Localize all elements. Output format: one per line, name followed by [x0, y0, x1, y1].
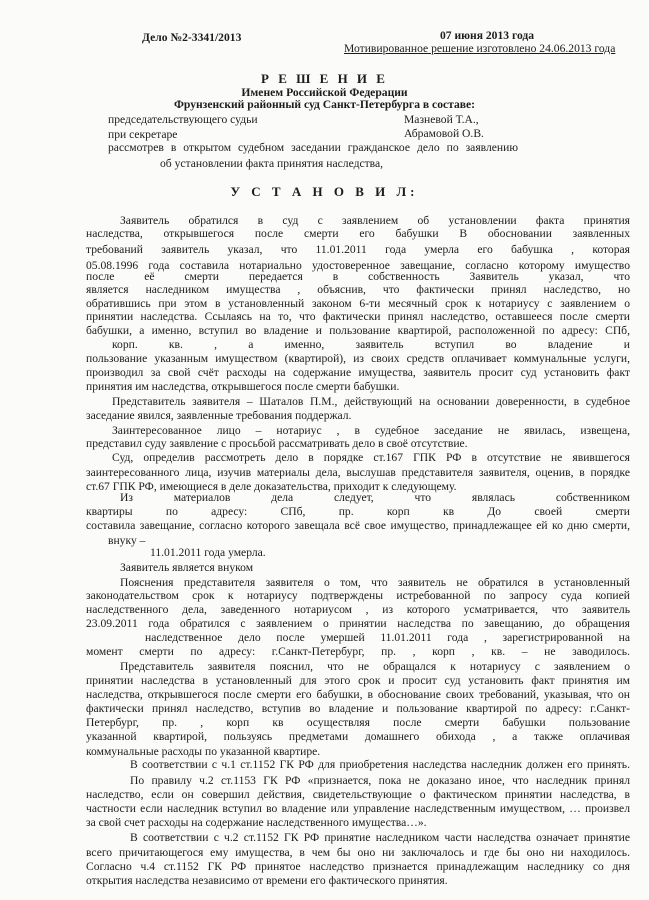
- body-text-line: Заинтересованное лицо – нотариус , в судебное заседание не явилась, извещена,: [112, 424, 630, 437]
- body-text-line: В соответствии с ч.2 ст.1152 ГК РФ принятие наследником части наследства означает принятие: [130, 831, 630, 844]
- considering-line: об установлении факта принятия наследства,: [160, 157, 384, 170]
- body-text-line: представил суду заявление с просьбой рассматривать дело в своё отсутствие.: [86, 437, 468, 450]
- body-text-line: после её смерти передается в собственность Заявитель указал, что: [86, 270, 630, 283]
- body-text-line: наследственного дела, заведенного нотариусом , из которого усматривается, что заявитель: [86, 603, 630, 616]
- body-text-line: В соответствии с ч.1 ст.1152 ГК РФ для приобретения наследства наследник должен его принять.: [130, 758, 630, 771]
- body-text-line: Представитель заявителя пояснил, что не обращался к нотариусу с заявлением о: [120, 660, 630, 673]
- case-number: Дело №2-3341/2013: [142, 31, 242, 44]
- reasoned-decision-date: Мотивированное решение изготовлено 24.06.2013 года: [344, 42, 616, 55]
- body-text-line: Согласно ч.4 ст.1152 ГК РФ принятое наследство признается принадлежащим наследнику со дня: [86, 860, 630, 873]
- in-the-name-line: Именем Российской Федерации: [241, 86, 408, 99]
- body-text-line: производил за свой счёт расходы на содержание имущества, заявитель просит суд установить факт: [86, 366, 630, 379]
- body-text-line: квартиры по адресу: СПб, пр. корп кв До своей смерти: [86, 505, 630, 518]
- body-text-line: 23.09.2011 года обратился с заявлением о принятии наследства по завещанию, до обращения: [86, 617, 630, 630]
- body-text-line: ст.67 ГПК РФ, имеющиеся в деле доказательства, приходит к следующему.: [86, 480, 457, 493]
- body-text-line: фактически принял наследство, вступив во владение и пользование квартирой по адресу: г.Санкт-: [86, 702, 630, 715]
- established-heading: У С Т А Н О В И Л:: [230, 184, 419, 199]
- secretary-name: Абрамовой О.В.: [404, 127, 484, 140]
- body-text-line: принятии наследства. Ссылаясь на то, что фактически принял наследство, оставшееся после смерти: [86, 310, 630, 323]
- body-text-line: заинтересованного лица, изучив материалы дела, выслушав представителя заявителя, оценив, в порядке: [86, 466, 630, 479]
- presiding-judge-name: Мазневой Т.А.,: [404, 113, 479, 126]
- body-text-line: законодательством срок к нотариусу подтверждены истребованной по запросу суда копией: [86, 589, 630, 602]
- secretary-label: при секретаре: [108, 128, 178, 141]
- body-text-line: частности если наследник вступил во владение или управление наследственным имуществом, … произвел: [86, 802, 630, 815]
- body-text-line: бабушки, а именно, вступил во владение и пользование квартирой, расположенной по адресу: СПб,: [86, 324, 630, 337]
- body-text-line: Заявитель является внуком: [120, 561, 254, 574]
- body-text-line: составила завещание, согласно которого завещала всё свое имущество, принадлежащее ей ко дню смерти,: [86, 519, 630, 532]
- body-text-line: наследственное дело после умершей 11.01.2011 года , зарегистрированной на: [145, 631, 630, 644]
- presiding-label: председательствующего судьи: [108, 113, 258, 126]
- body-text-line: пользование указанным имуществом (квартирой), из своих средств оплачивает коммунальные услуги,: [86, 352, 630, 365]
- court-name: Фрунзенский районный суд Санкт-Петербурга в составе:: [173, 98, 476, 111]
- body-text-line: за свой счет расходы на содержание наследственного имущества…».: [86, 816, 427, 829]
- body-text-line: Заявитель обратился в суд с заявлением об установлении факта принятия: [120, 214, 630, 227]
- decision-date: 07 июня 2013 года: [440, 29, 535, 42]
- body-text-line: Петербург, пр. , корп кв осуществляя после смерти бабушки пользование: [86, 716, 630, 729]
- body-text-line: корп. кв. , а именно, заявитель вступил во владение и: [112, 338, 630, 351]
- body-text-line: момент смерти по адресу: г.Санкт-Петербург, пр. , корп , кв. – не заводилось.: [86, 645, 630, 658]
- considering-line: рассмотрев в открытом судебном заседании гражданское дело по заявлению: [108, 141, 518, 154]
- body-text-line: открытия наследства независимо от времени его фактического принятия.: [86, 874, 448, 887]
- document-title: Р Е Ш Е Н И Е: [261, 71, 388, 86]
- body-text-line: Суд, определив рассмотреть дело в порядке ст.167 ГПК РФ в отсутствие не явившегося: [112, 451, 630, 464]
- body-text-line: коммунальные расходы по указанной квартире.: [86, 745, 321, 758]
- body-text-line: наследства, открывшегося после смерти его бабушки В обосновании заявленных: [86, 227, 630, 240]
- body-text-line: Представитель заявителя – Шаталов П.М., действующий на основании доверенности, в судебное: [112, 395, 630, 408]
- body-text-line: всего причитающегося ему имущества, в чем бы оно ни заключалось и где бы оно ни находилось.: [86, 846, 630, 859]
- body-text-line: 11.01.2011 года умерла.: [150, 546, 266, 559]
- body-text-line: наследства, открывшегося после смерти его бабушки, в обоснование своих требований, указывая, что он: [86, 688, 630, 701]
- body-text-line: заседание явился, заявленные требования поддержал.: [86, 409, 352, 422]
- body-text-line: наследство, если он совершил действия, свидетельствующие о фактическом принятии наследства, в: [86, 788, 630, 801]
- body-text-line: обратившись при этом в установленный законом 6-ти месячный срок к нотариусу с заявлением о: [86, 297, 630, 310]
- body-text-line: указанной квартирой, пользуясь предметами домашнего обихода , а также оплачивая: [86, 730, 630, 743]
- body-text-line: требований заявитель указал, что 11.01.2011 года умерла его бабушка , которая: [86, 243, 630, 256]
- body-text-line: является наследником имущества , объяснив, что фактически принял наследство, но: [86, 283, 630, 296]
- body-text-line: Пояснения представителя заявителя о том, что заявитель не обратился в установленный: [120, 576, 630, 589]
- body-text-line: Из материалов дела следует, что являлась собственником: [120, 491, 630, 504]
- body-text-line: внуку –: [108, 534, 146, 547]
- body-text-line: По правилу ч.2 ст.1153 ГК РФ «признается, пока не доказано иное, что наследник принял: [130, 774, 630, 787]
- body-text-line: принятия им наследства, открывшегося после смерти бабушки.: [86, 380, 400, 393]
- body-text-line: 05.08.1996 года составила нотариально удостоверенное завещание, согласно которому имущество: [86, 259, 630, 272]
- body-text-line: принятии наследства в установленный для этого срок и просит суд установить факт принятия им: [86, 674, 630, 687]
